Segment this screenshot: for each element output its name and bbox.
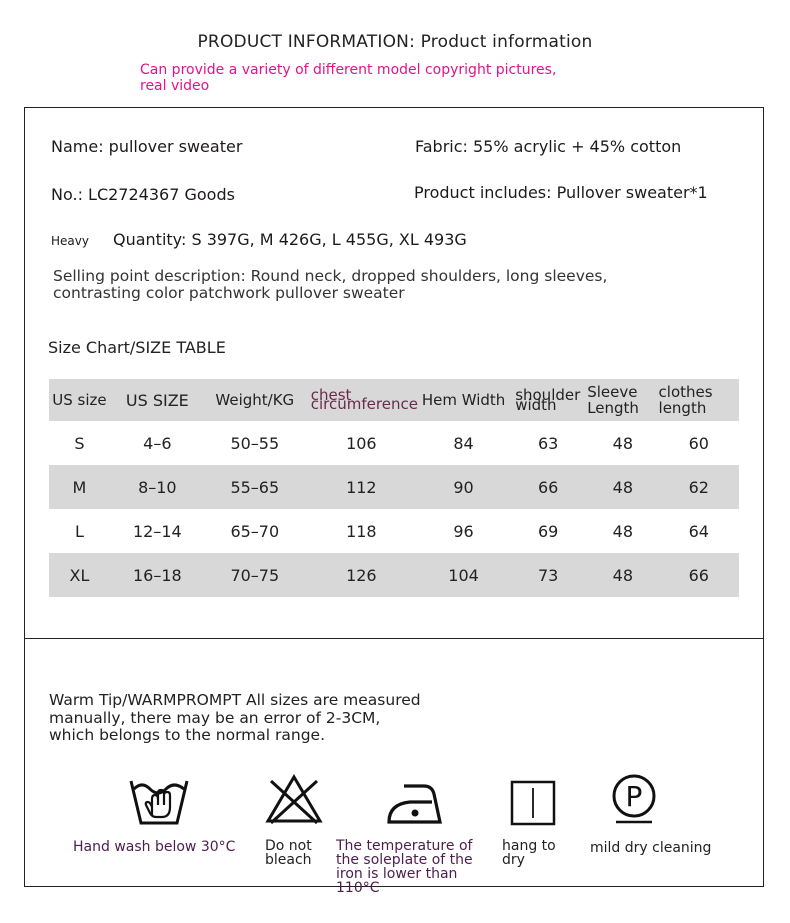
table-row — [49, 509, 739, 553]
col-header: US SIZE — [110, 379, 205, 421]
table-cell: 106 — [346, 433, 377, 453]
table-cell: 4–6 — [143, 433, 172, 453]
table-cell: 96 — [453, 521, 474, 541]
table-cell: 104 — [418, 553, 509, 597]
size-chart-heading: Size Chart/SIZE TABLE — [48, 338, 226, 357]
col-header: Weight/KG — [205, 379, 305, 421]
size-table — [49, 379, 739, 597]
table-cell: 73 — [509, 553, 587, 597]
table-cell: 50–55 — [230, 433, 280, 453]
col-header: Sleeve Length — [587, 379, 658, 421]
table-cell: 118 — [346, 521, 377, 541]
dry-clean-icon — [610, 772, 658, 824]
table-cell: 64 — [688, 521, 709, 541]
care-label-dry-clean: mild dry cleaning — [590, 840, 712, 856]
table-cell: 84 — [453, 433, 474, 453]
product-name: Name: pullover sweater — [51, 137, 243, 156]
no-bleach-icon — [265, 773, 323, 825]
care-label-iron: The temperature of the soleplate of the iron is lower than 110°C — [336, 838, 473, 896]
table-cell: 65–70 — [230, 521, 280, 541]
table-cell: L — [74, 521, 84, 541]
heavy-label: Heavy — [51, 234, 89, 248]
product-number: No.: LC2724367 Goods — [51, 185, 235, 204]
table-cell: M — [49, 465, 110, 509]
page-title: PRODUCT INFORMATION: Product information — [197, 32, 593, 52]
product-includes: Product includes: Pullover sweater*1 — [414, 183, 708, 202]
hand-wash-icon — [128, 775, 190, 827]
product-quantity: Quantity: S 397G, M 426G, L 455G, XL 493G — [113, 230, 467, 249]
care-label-hand-wash: Hand wash below 30°C — [73, 839, 236, 855]
table-cell: XL — [49, 553, 110, 597]
col-header: Hem Width — [418, 379, 509, 421]
table-cell: 48 — [612, 433, 634, 453]
table-cell: 69 — [538, 521, 559, 541]
svg-text:P: P — [625, 780, 643, 813]
table-cell: 126 — [305, 553, 418, 597]
table-cell: 112 — [305, 465, 418, 509]
table-cell: 48 — [612, 521, 634, 541]
care-label-no-bleach: Do not bleach — [265, 838, 312, 868]
product-fabric: Fabric: 55% acrylic + 45% cotton — [415, 137, 682, 156]
subtitle: Can provide a variety of different model copyright pictures, real video — [140, 62, 557, 94]
size-table-header — [49, 379, 739, 421]
section-divider — [24, 638, 764, 639]
table-cell: 48 — [587, 465, 658, 509]
col-header: US size — [49, 379, 110, 421]
table-cell: 55–65 — [205, 465, 305, 509]
table-cell: 62 — [659, 465, 739, 509]
table-cell: 90 — [418, 465, 509, 509]
iron-low-icon — [386, 780, 442, 826]
table-row — [49, 421, 739, 465]
table-cell: 60 — [688, 433, 709, 453]
col-header: chest circumference — [305, 379, 418, 421]
table-cell: 66 — [509, 465, 587, 509]
hang-dry-icon — [510, 780, 556, 826]
table-cell: 66 — [659, 553, 739, 597]
care-label-hang-dry: hang to dry — [502, 838, 556, 868]
table-cell: 63 — [538, 433, 559, 453]
table-cell: 48 — [587, 553, 658, 597]
col-header: shoulder width — [509, 379, 587, 421]
table-row — [49, 465, 739, 509]
table-row — [49, 553, 739, 597]
col-header: clothes length — [659, 379, 739, 421]
warm-tip: Warm Tip/WARMPROMPT All sizes are measured manually, there may be an error of 2-3CM, which belongs to the normal range. — [49, 691, 421, 744]
table-cell: 8–10 — [110, 465, 205, 509]
table-cell: 16–18 — [110, 553, 205, 597]
table-cell: 12–14 — [132, 521, 182, 541]
table-cell: 70–75 — [205, 553, 305, 597]
table-cell: S — [74, 433, 85, 453]
selling-point: Selling point description: Round neck, dropped shoulders, long sleeves, contrasting color patchwork pullover sweater — [53, 267, 608, 302]
